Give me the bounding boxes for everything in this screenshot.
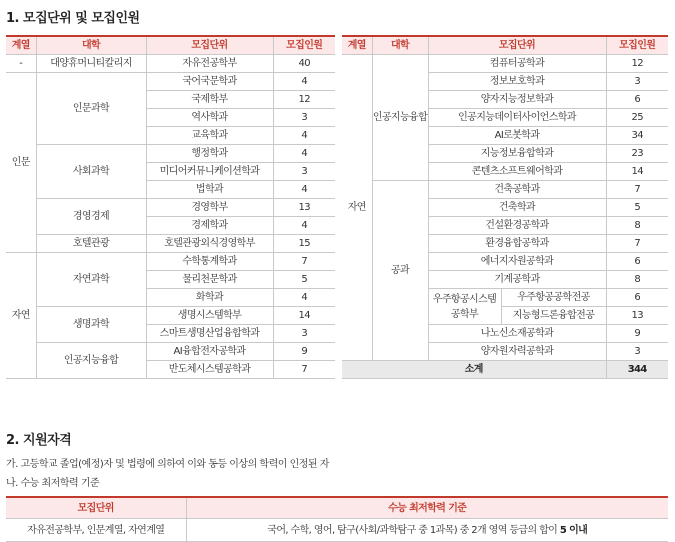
quota-cell: 3 [273,109,335,127]
unit-cell: 에너지자원공학과 [428,253,606,271]
series-cell: - [6,55,36,73]
quota-cell: 3 [273,325,335,343]
unit-cell: 미디어커뮤니케이션학과 [146,163,273,181]
subdivision-cell: 우주항공시스템공학부 [428,289,501,325]
unit-cell: 스마트생명산업융합학과 [146,325,273,343]
quota-cell: 34 [606,127,668,145]
table-row [6,519,668,542]
criteria-text: 국어, 수학, 영어, 탐구(사회/과학탐구 중 1과목) 중 2개 영역 등급의 합이 [267,524,558,536]
left-quota-table [6,35,335,379]
unit-cell: 컴퓨터공학과 [428,55,606,73]
eligibility-line-2: 나. 수능 최저학력 기준 [6,478,100,489]
unit-cell: 행정학과 [146,145,273,163]
quota-cell: 12 [273,91,335,109]
college-cell: 인공지능융합 [36,343,146,379]
unit-cell: 물리천문학과 [146,271,273,289]
unit-cell: 기계공학과 [428,271,606,289]
unit-cell: 우주항공공학전공 [501,289,606,307]
header-series: 계열 [6,36,36,55]
quota-cell: 40 [273,55,335,73]
quota-cell: 8 [606,271,668,289]
quota-cell: 6 [606,91,668,109]
series-cell: 자연 [342,55,372,361]
header-unit: 모집단위 [146,36,273,55]
unit-cell: 환경융합공학과 [428,235,606,253]
table-row [6,253,335,271]
college-cell: 사회과학 [36,145,146,199]
total-row [342,361,668,379]
header-unit: 모집단위 [6,497,186,519]
header-college: 대학 [372,36,428,55]
table-row [6,55,335,73]
unit-cell: 양자원자력공학과 [428,343,606,361]
unit-cell: 수학통계학과 [146,253,273,271]
unit-cell: 콘텐츠소프트웨어학과 [428,163,606,181]
table-row [6,343,335,361]
college-cell: 자연과학 [36,253,146,307]
right-quota-table [342,35,668,379]
series-cell: 인문 [6,73,36,253]
unit-cell: 국제학부 [146,91,273,109]
total-label: 소계 [342,361,606,379]
unit-cell: 인공지능데이터사이언스학과 [428,109,606,127]
table-row [6,199,335,217]
unit-cell: 자유전공학부, 인문계열, 자연계열 [6,519,186,542]
quota-cell: 3 [606,343,668,361]
quota-cell: 13 [606,307,668,325]
table-row [6,73,335,91]
quota-cell: 7 [606,181,668,199]
unit-cell: 자유전공학부 [146,55,273,73]
unit-cell: 양자지능정보학과 [428,91,606,109]
unit-cell: 반도체시스템공학과 [146,361,273,379]
header-series: 계열 [342,36,372,55]
unit-cell: 나노신소재공학과 [428,325,606,343]
quota-cell: 7 [606,235,668,253]
quota-cell: 25 [606,109,668,127]
quota-cell: 8 [606,217,668,235]
header-college: 대학 [36,36,146,55]
unit-cell: AI융합전자공학과 [146,343,273,361]
unit-cell: 국어국문학과 [146,73,273,91]
college-cell: 공과 [372,181,428,361]
table-row [6,145,335,163]
section1-title: 1. 모집단위 및 모집인원 [6,11,140,26]
unit-cell: 화학과 [146,289,273,307]
quota-cell: 15 [273,235,335,253]
quota-cell: 3 [273,163,335,181]
quota-cell: 13 [273,199,335,217]
quota-cell: 5 [606,199,668,217]
quota-cell: 4 [273,217,335,235]
unit-cell: 정보보호학과 [428,73,606,91]
college-cell: 호텔관광 [36,235,146,253]
table-row [342,181,668,199]
header-quota: 모집인원 [606,36,668,55]
quota-cell: 7 [273,361,335,379]
series-cell: 자연 [6,253,36,379]
unit-cell: 경영학부 [146,199,273,217]
unit-cell: 건축학과 [428,199,606,217]
quota-cell: 9 [273,343,335,361]
unit-cell: AI로봇학과 [428,127,606,145]
unit-cell: 경제학과 [146,217,273,235]
quota-cell: 23 [606,145,668,163]
unit-cell: 역사학과 [146,109,273,127]
header-criteria: 수능 최저학력 기준 [186,497,668,519]
quota-cell: 4 [273,73,335,91]
header-quota: 모집인원 [273,36,335,55]
section2-title: 2. 지원자격 [6,433,72,448]
unit-cell: 지능정보융합학과 [428,145,606,163]
college-cell: 대양휴머니티칼리지 [36,55,146,73]
college-cell: 경영경제 [36,199,146,235]
table-row [6,235,335,253]
criteria-highlight: 5 이내 [559,524,588,536]
quota-cell: 6 [606,253,668,271]
quota-cell: 6 [606,289,668,307]
quota-cell: 7 [273,253,335,271]
unit-cell: 호텔관광외식경영학부 [146,235,273,253]
criteria-cell [186,519,668,542]
unit-cell: 법학과 [146,181,273,199]
total-value: 344 [606,361,668,379]
eligibility-line-1: 가. 고등학교 졸업(예정)자 및 법령에 의하여 이와 동등 이상의 학력이 인정된 자 [6,459,329,470]
table-row [342,55,668,73]
unit-cell: 생명시스템학부 [146,307,273,325]
unit-cell: 건설환경공학과 [428,217,606,235]
quota-cell: 3 [606,73,668,91]
unit-cell: 건축공학과 [428,181,606,199]
college-cell: 인공지능융합 [372,55,428,181]
quota-cell: 4 [273,127,335,145]
quota-cell: 4 [273,145,335,163]
unit-cell: 교육학과 [146,127,273,145]
quota-cell: 4 [273,181,335,199]
quota-cell: 14 [273,307,335,325]
college-cell: 생명과학 [36,307,146,343]
unit-cell: 지능형드론융합전공 [501,307,606,325]
header-unit: 모집단위 [428,36,606,55]
quota-cell: 12 [606,55,668,73]
table-row [6,307,335,325]
college-cell: 인문과학 [36,73,146,145]
quota-cell: 4 [273,289,335,307]
requirement-table [6,496,668,542]
quota-cell: 9 [606,325,668,343]
quota-cell: 5 [273,271,335,289]
quota-cell: 14 [606,163,668,181]
